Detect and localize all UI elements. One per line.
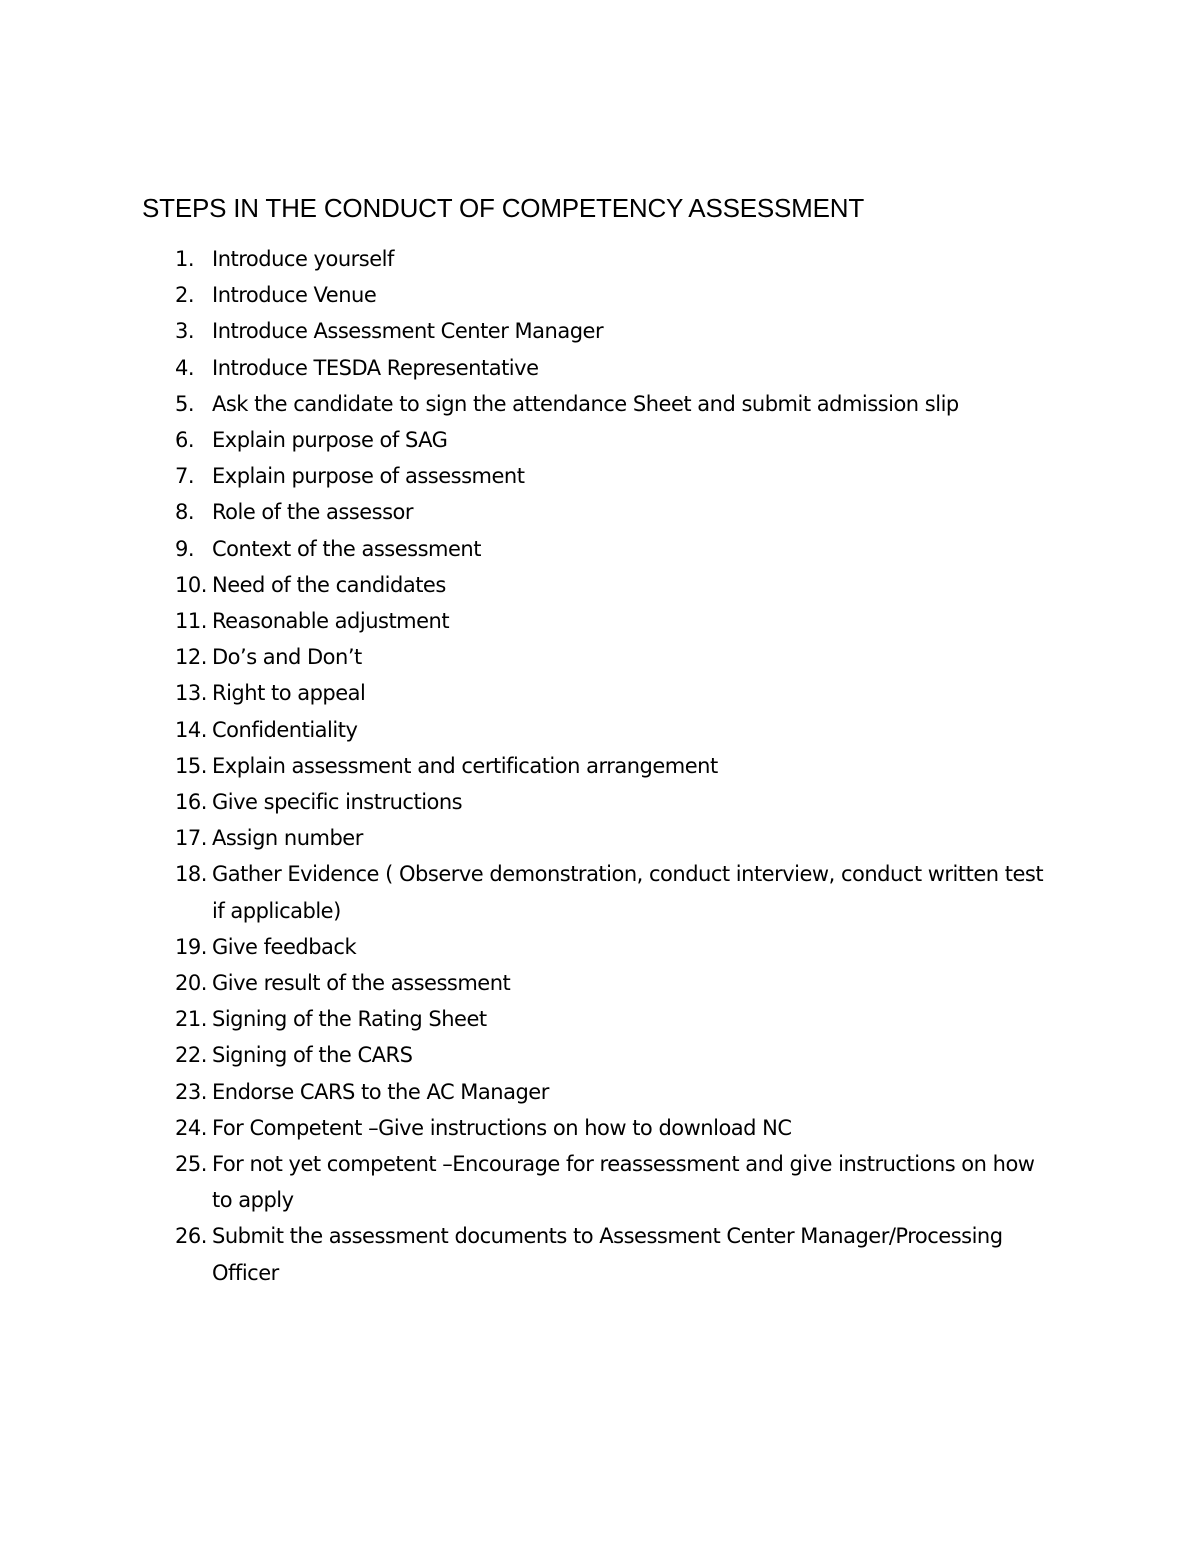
- list-item: [0, 531, 1200, 567]
- step-number: 25.: [175, 1152, 207, 1177]
- step-number: 10.: [175, 572, 207, 597]
- step-text: Ask the candidate to sign the attendance Sheet and submit admission slip: [212, 391, 959, 416]
- list-item: [0, 567, 1200, 603]
- step-text: Signing of the Rating Sheet: [212, 1007, 487, 1032]
- step-number: 7.: [175, 464, 195, 489]
- step-number: 15.: [175, 753, 207, 778]
- document-title: STEPS IN THE CONDUCT OF COMPETENCY ASSESSMENT: [142, 193, 865, 223]
- step-text: Need of the candidates: [212, 572, 446, 597]
- step-text: Endorse CARS to the AC Manager: [212, 1079, 549, 1104]
- list-item: [0, 386, 1200, 422]
- step-number: 22.: [175, 1043, 207, 1068]
- list-item: [0, 748, 1200, 784]
- step-text: Explain purpose of assessment: [212, 464, 525, 489]
- step-text: Confidentiality: [212, 717, 358, 742]
- list-item: [0, 603, 1200, 639]
- step-number: 19.: [175, 934, 207, 959]
- step-text: Assign number: [212, 826, 363, 851]
- list-item: [0, 1001, 1200, 1037]
- list-item: [0, 675, 1200, 711]
- step-number: 18.: [175, 862, 207, 887]
- list-item: [0, 820, 1200, 856]
- step-text: Submit the assessment documents to Assessment Center Manager/Processing Officer: [212, 1224, 1003, 1285]
- list-item: [0, 784, 1200, 820]
- step-text: For Competent –Give instructions on how to download NC: [212, 1115, 792, 1140]
- step-number: 14.: [175, 717, 207, 742]
- list-item: [0, 1110, 1200, 1146]
- step-text: Introduce yourself: [212, 247, 394, 271]
- step-number: 5.: [175, 391, 195, 416]
- step-text: For not yet competent –Encourage for reassessment and give instructions on how to apply: [212, 1152, 1035, 1213]
- list-item: [0, 494, 1200, 530]
- steps-list: [0, 241, 1200, 1291]
- step-number: 6.: [175, 428, 195, 453]
- list-item: [0, 639, 1200, 675]
- step-number: 21.: [175, 1007, 207, 1032]
- step-text: Give result of the assessment: [212, 971, 511, 996]
- list-item: [0, 1146, 1200, 1218]
- list-item: [0, 458, 1200, 494]
- list-item: [0, 856, 1200, 928]
- step-number: 8.: [175, 500, 195, 525]
- list-item: [0, 712, 1200, 748]
- step-number: 3.: [175, 319, 195, 344]
- step-text: Explain purpose of SAG: [212, 428, 448, 453]
- step-text: Signing of the CARS: [212, 1043, 413, 1068]
- step-text: Context of the assessment: [212, 536, 481, 561]
- list-item: [0, 1218, 1200, 1290]
- step-number: 16.: [175, 790, 207, 815]
- step-text: Introduce Venue: [212, 283, 377, 308]
- step-number: 2.: [175, 283, 195, 308]
- step-text: Give feedback: [212, 934, 357, 959]
- step-number: 9.: [175, 536, 195, 561]
- step-text: Do’s and Don’t: [212, 645, 362, 670]
- step-number: 4.: [175, 355, 195, 380]
- step-number: 20.: [175, 971, 207, 996]
- list-item: [0, 422, 1200, 458]
- step-text: Introduce Assessment Center Manager: [212, 319, 604, 344]
- list-item: [0, 1037, 1200, 1073]
- list-item: [0, 1074, 1200, 1110]
- step-text: Introduce TESDA Representative: [212, 355, 539, 380]
- step-number: 11.: [175, 609, 207, 634]
- step-number: 12.: [175, 645, 207, 670]
- step-text: Reasonable adjustment: [212, 609, 450, 634]
- list-item: [0, 350, 1200, 386]
- list-item: [0, 929, 1200, 965]
- step-text: Right to appeal: [212, 681, 366, 706]
- list-item: [0, 241, 1200, 277]
- step-number: 24.: [175, 1115, 207, 1140]
- step-number: 1.: [175, 247, 195, 271]
- step-number: 23.: [175, 1079, 207, 1104]
- step-text: Gather Evidence ( Observe demonstration, conduct interview, conduct written test if applicable): [212, 862, 1044, 923]
- step-number: 17.: [175, 826, 207, 851]
- step-number: 13.: [175, 681, 207, 706]
- step-text: Give specific instructions: [212, 790, 463, 815]
- list-item: [0, 313, 1200, 349]
- list-item: [0, 965, 1200, 1001]
- list-item: [0, 277, 1200, 313]
- step-text: Explain assessment and certification arrangement: [212, 753, 718, 778]
- step-number: 26.: [175, 1224, 207, 1249]
- step-text: Role of the assessor: [212, 500, 414, 525]
